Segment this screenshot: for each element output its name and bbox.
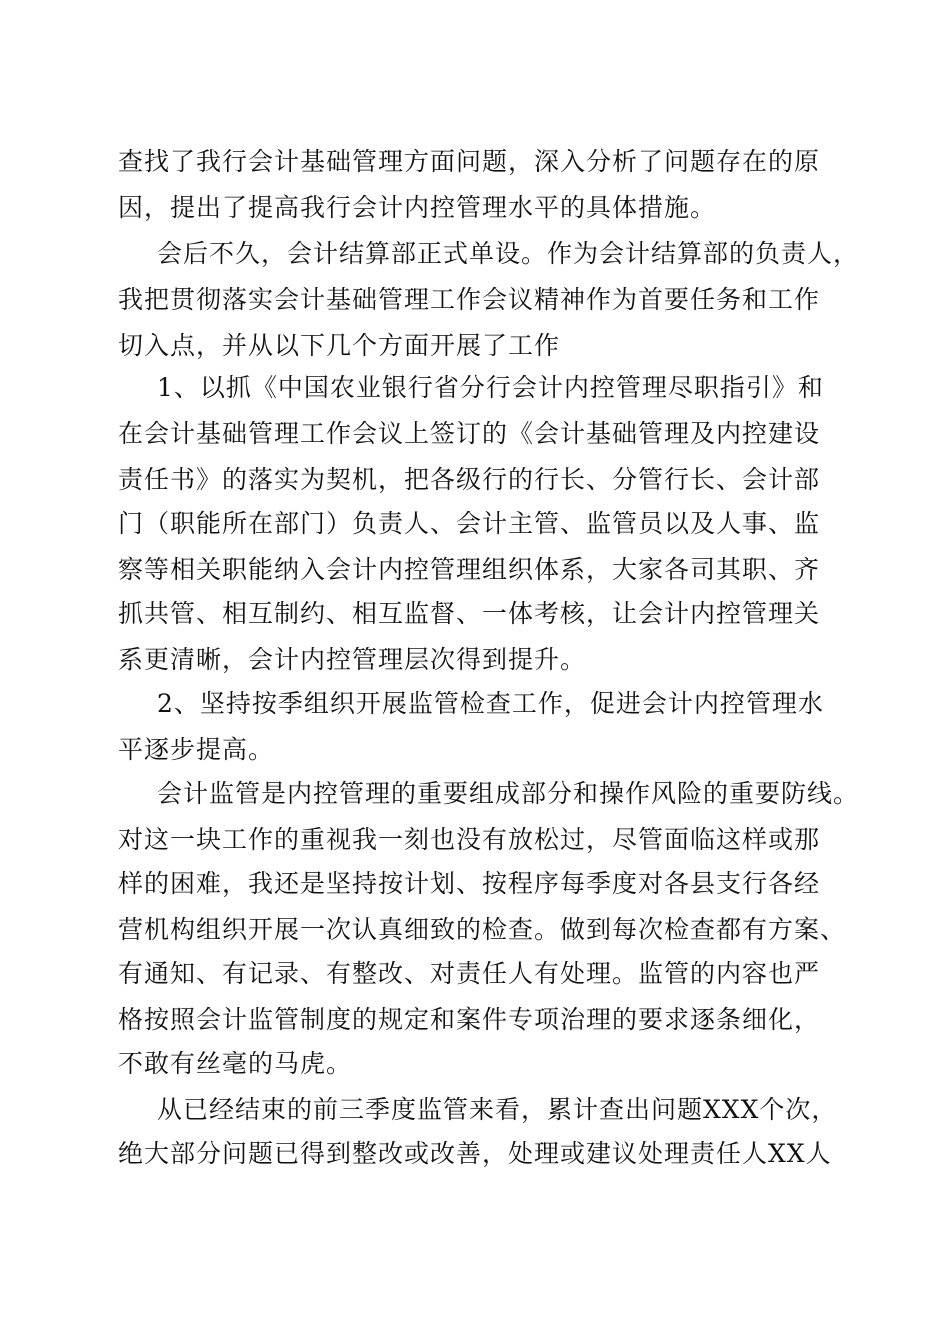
text-line: 查找了我行会计基础管理方面问题，深入分析了问题存在的原 bbox=[118, 147, 821, 176]
text-line: 平逐步提高。 bbox=[118, 735, 275, 764]
text-line: 不敢有丝毫的马虎。 bbox=[118, 1049, 353, 1078]
text-line: 我把贯彻落实会计基础管理工作会议精神作为首要任务和工作 bbox=[118, 285, 821, 314]
text-line: 系更清晰，会计内控管理层次得到提升。 bbox=[118, 645, 587, 674]
text-line: 绝大部分问题已得到整改或改善，处理或建议处理责任人XX人 bbox=[118, 1139, 832, 1168]
text-line: 对这一块工作的重视我一刻也没有放松过，尽管面临这样或那 bbox=[118, 825, 821, 854]
paragraph-first-line: 从已经结束的前三季度监管来看，累计查出问题XXX个次， bbox=[157, 1095, 838, 1124]
paragraph-first-line: 会计监管是内控管理的重要组成部分和操作风险的重要防线。 bbox=[157, 779, 860, 808]
text-line: 格按照会计监管制度的规定和案件专项治理的要求逐条细化， bbox=[118, 1005, 821, 1034]
text-line: 抓共管、相互制约、相互监督、一体考核，让会计内控管理关 bbox=[118, 599, 821, 628]
text-line: 责任书》的落实为契机，把各级行的行长、分管行长、会计部 bbox=[118, 465, 821, 494]
text-line: 因，提出了提高我行会计内控管理水平的具体措施。 bbox=[118, 193, 717, 222]
text-line: 切入点，并从以下几个方面开展了工作 bbox=[118, 331, 561, 360]
paragraph-first-line: 2、坚持按季组织开展监管检查工作，促进会计内控管理水 bbox=[157, 689, 824, 718]
text-line: 在会计基础管理工作会议上签订的《会计基础管理及内控建设 bbox=[118, 419, 821, 448]
text-line: 营机构组织开展一次认真细致的检查。做到每次检查都有方案、 bbox=[118, 915, 847, 944]
text-line: 门（职能所在部门）负责人、会计主管、监管员以及人事、监 bbox=[118, 509, 821, 538]
paragraph-first-line: 会后不久，会计结算部正式单设。作为会计结算部的负责人， bbox=[157, 239, 860, 268]
text-line: 样的困难，我还是坚持按计划、按程序每季度对各县支行各经 bbox=[118, 869, 821, 898]
text-line: 有通知、有记录、有整改、对责任人有处理。监管的内容也严 bbox=[118, 959, 821, 988]
text-line: 察等相关职能纳入会计内控管理组织体系，大家各司其职、齐 bbox=[118, 555, 821, 584]
paragraph-first-line: 1、以抓《中国农业银行省分行会计内控管理尽职指引》和 bbox=[157, 373, 824, 402]
